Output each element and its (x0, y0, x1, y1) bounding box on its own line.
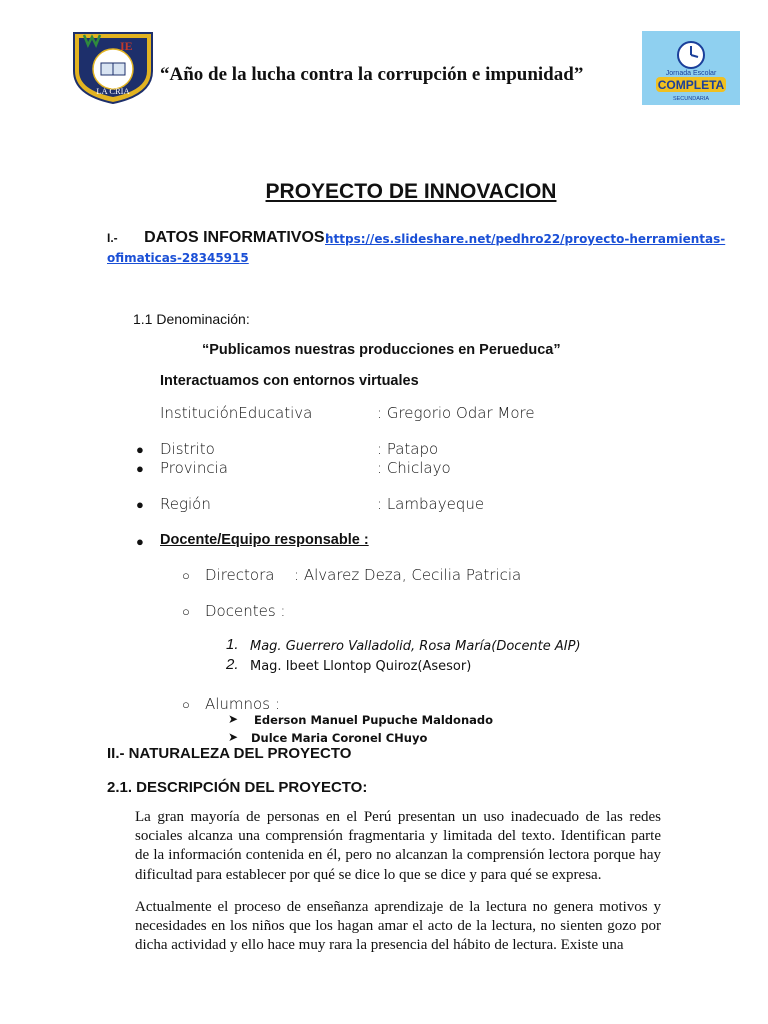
section-2-1-heading: 2.1. DESCRIPCIÓN DEL PROYECTO: (107, 779, 368, 796)
directora-label: Directora (205, 566, 275, 584)
region-value: : Lambayeque (377, 495, 485, 513)
slideshare-link[interactable]: https://es.slideshare.net/pedhro22/proyecto-herramientas- (325, 232, 726, 246)
directora-value: : Alvarez Deza, Cecilia Patricia (294, 566, 522, 584)
jornada-escolar-completa-logo (642, 31, 740, 105)
alumno-item: Dulce Maria Coronel CHuyo (251, 731, 428, 745)
svg-text:SECUNDARIA: SECUNDARIA (672, 96, 710, 102)
section-1-heading (107, 229, 330, 247)
distrito-value: : Patapo (377, 440, 439, 458)
docente-equipo-label: Docente/Equipo responsable : (160, 532, 369, 548)
section-2-heading: II.- NATURALEZA DEL PROYECTO (107, 745, 352, 762)
description-paragraph-1: La gran mayoría de personas en el Perú presentan un uso inadecuado de las redes sociales alcanza una comprensión fragmentaria y limitada del texto. Identifican parte de la información contenida en él, pero no alcanzan la comprensión lectora porque hay dificultad para establecer por qué se dice lo que se dice y para qué se expresa. (135, 809, 661, 883)
bullet-icon: ● (136, 534, 144, 549)
project-name: “Publicamos nuestras producciones en Perueduca” (202, 342, 561, 358)
arrow-bullet-icon: ➤ (228, 712, 239, 726)
docentes-label: Docentes : (205, 602, 286, 620)
docente-item: Mag. Ibeet Llontop Quiroz(Asesor) (250, 659, 472, 674)
circle-bullet-icon: ○ (182, 568, 190, 583)
region-label: Región (160, 495, 211, 513)
institucion-label: InstituciónEducativa (160, 404, 313, 422)
circle-bullet-icon: ○ (182, 697, 190, 712)
circle-bullet-icon: ○ (182, 604, 190, 619)
alumno-item: Ederson Manuel Pupuche Maldonado (254, 713, 494, 727)
alumnos-label: Alumnos : (205, 695, 280, 713)
project-subtitle: Interactuamos con entornos virtuales (160, 373, 419, 389)
denominacion-label: 1.1 Denominación: (133, 311, 250, 327)
svg-text:Jornada Escolar: Jornada Escolar (665, 70, 717, 77)
description-paragraph-2: Actualmente el proceso de enseñanza aprendizaje de la lectura no genera motivos y necesidades en los niños que los hagan amar el acto de la lectura, no sienten gozo por dicha actividad y ello hace muy rara la presencia del hábito de lectura. Existe una (135, 899, 661, 954)
list-number: 1. (226, 636, 239, 653)
bullet-icon: ● (136, 461, 144, 476)
institucion-value: : Gregorio Odar More (377, 404, 535, 422)
year-motto: “Año de la lucha contra la corrupción e impunidad” (160, 64, 584, 85)
section-heading-text: DATOS INFORMATIVOS: (144, 229, 330, 246)
provincia-label: Provincia (160, 459, 228, 477)
school-crest-logo (70, 29, 156, 105)
section-number: I.- (107, 231, 118, 245)
svg-text:LA CRIA: LA CRIA (96, 86, 130, 96)
docente-item: Mag. Guerrero Valladolid, Rosa María(Docente AIP) (250, 639, 581, 654)
provincia-value: : Chiclayo (377, 459, 451, 477)
bullet-icon: ● (136, 497, 144, 512)
svg-text:COMPLETA: COMPLETA (657, 78, 725, 92)
svg-text:IE: IE (120, 39, 133, 53)
slideshare-link-continued[interactable]: ofimaticas-28345915 (107, 251, 249, 265)
distrito-label: Distrito (160, 440, 215, 458)
bullet-icon: ● (136, 442, 144, 457)
document-title: PROYECTO DE INNOVACION (265, 180, 557, 203)
arrow-bullet-icon: ➤ (228, 730, 239, 744)
list-number: 2. (226, 656, 239, 673)
